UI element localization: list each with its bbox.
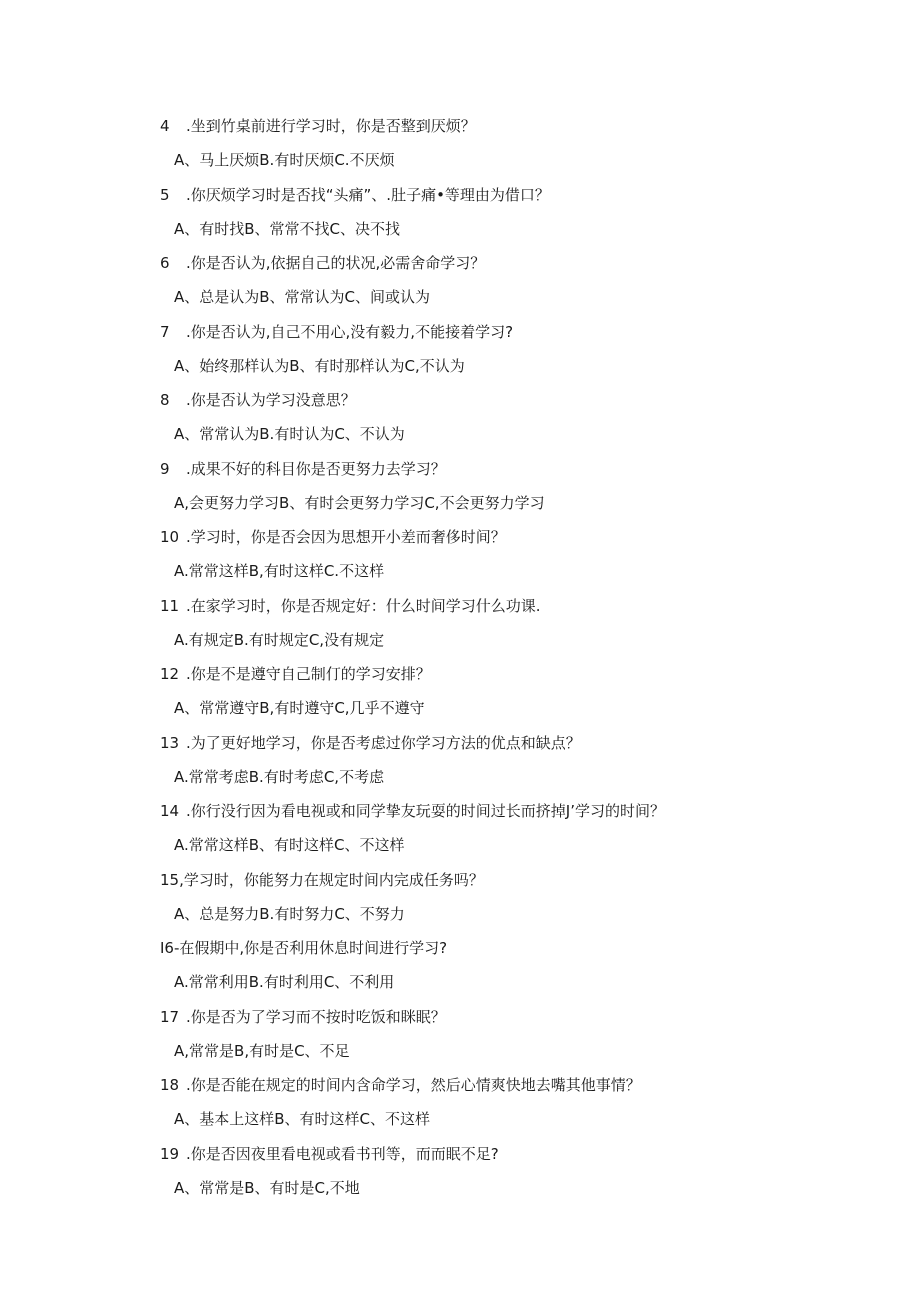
answer-options: A、马上厌烦B.有时厌烦C.不厌烦	[174, 151, 395, 169]
question-number: 19	[160, 1144, 180, 1163]
question-body: .你厌烦学习时是否找“头痛”、.肚子痛•等理由为借口？	[186, 185, 550, 204]
question-number: 13	[160, 733, 180, 752]
question-item	[160, 318, 880, 387]
question-body: .你是否认为,依据自己的状况,必需舍命学习？	[186, 254, 486, 272]
question-text	[160, 523, 880, 557]
question-item	[160, 1071, 880, 1140]
question-body: 学习时，你能努力在规定时间内完成任务吗？	[183, 870, 484, 889]
question-number: 17	[160, 1007, 180, 1026]
question-number: I6-	[160, 939, 180, 957]
questionnaire	[160, 112, 880, 1208]
question-item	[160, 1003, 880, 1072]
question-text	[160, 386, 880, 420]
question-text	[160, 797, 880, 831]
question-item	[160, 866, 880, 935]
question-text	[160, 1140, 880, 1174]
answer-options: A、常常认为B.有时认为C、不认为	[174, 425, 405, 443]
answer-options: A.有规定B.有时规定C,没有规定	[174, 630, 385, 649]
question-body: .为了更好地学习，你是否考虑过你学习方法的优点和缺点？	[186, 733, 581, 752]
question-number: 11	[160, 596, 180, 615]
question-text	[160, 1003, 880, 1037]
answer-options: A.常常考虑B.有时考虑C,不考虑	[174, 767, 385, 786]
question-text	[160, 318, 880, 352]
question-text	[160, 934, 880, 968]
question-item	[160, 386, 880, 455]
answer-options: A、有时找B、常常不找C、决不找	[174, 219, 401, 238]
question-number: 9	[160, 459, 170, 478]
question-item	[160, 181, 880, 250]
question-body: .你是不是遵守自己制仃的学习安排？	[186, 665, 431, 683]
answer-options: A、常常遵守B,有时遵守C,几乎不遵守	[174, 699, 425, 717]
answer-options: A.常常利用B.有时利用C、不利用	[174, 973, 395, 991]
question-text	[160, 112, 880, 146]
question-number: 10	[160, 528, 180, 546]
question-item	[160, 729, 880, 798]
question-number: 12	[160, 665, 180, 683]
question-number: 18	[160, 1076, 180, 1094]
question-item	[160, 797, 880, 866]
question-item	[160, 112, 880, 181]
answer-options: A、总是认为B、常常认为C、间或认为	[174, 288, 431, 306]
question-number: 15,	[160, 870, 184, 889]
question-text	[160, 729, 880, 763]
question-number: 7	[160, 322, 170, 341]
question-text	[160, 592, 880, 626]
answer-options: A、总是努力B.有时努力C、不努力	[174, 904, 405, 923]
question-text	[160, 249, 880, 283]
question-text	[160, 455, 880, 489]
question-body: .在家学习时，你是否规定好：什么时间学习什么功课.	[186, 596, 541, 615]
question-text	[160, 660, 880, 694]
question-text	[160, 866, 880, 900]
question-number: 14	[160, 802, 180, 820]
question-text	[160, 1071, 880, 1105]
question-body: 在假期中,你是否利用休息时间进行学习?	[179, 939, 448, 957]
question-body: .你是否为了学习而不按时吃饭和眯眠？	[186, 1007, 446, 1026]
answer-options: A、始终那样认为B、有时那样认为C,不认为	[174, 356, 465, 375]
answer-options: A.常常这样B、有时这样C、不这样	[174, 836, 405, 854]
answer-options: A,会更努力学习B、有时会更努力学习C,不会更努力学习	[174, 493, 545, 512]
question-number: 4	[160, 117, 170, 135]
answer-options: A、基本上这样B、有时这样C、不这样	[174, 1110, 431, 1128]
question-number: 8	[160, 391, 170, 409]
question-item	[160, 523, 880, 592]
answer-options: A、常常是B、有时是C,不地	[174, 1178, 360, 1197]
question-item	[160, 934, 880, 1003]
question-number: 5	[160, 185, 170, 204]
question-number: 6	[160, 254, 170, 272]
question-item	[160, 1140, 880, 1209]
question-body: .你是否认为学习没意思？	[186, 391, 356, 409]
answer-options: A.常常这样B,有时这样C.不这样	[174, 562, 385, 580]
question-body: .你是否能在规定的时间内含命学习，然后心情爽快地去嘴其他事情？	[186, 1076, 641, 1094]
question-body: .你行没行因为看电视或和同学挚友玩耍的时间过长而挤掉J’学习的时间？	[186, 802, 665, 820]
question-text	[160, 181, 880, 215]
question-body: .你是否认为,自己不用心,没有毅力,不能接着学习?	[186, 322, 514, 341]
answer-options: A,常常是B,有时是C、不足	[174, 1041, 350, 1060]
question-body: .你是否因夜里看电视或看书刊等，而而眠不足?	[186, 1144, 499, 1163]
question-body: .坐到竹桌前进行学习时，你是否整到厌烦？	[186, 117, 476, 135]
question-item	[160, 660, 880, 729]
question-body: .成果不好的科目你是否更努力去学习？	[186, 459, 446, 478]
question-item	[160, 455, 880, 524]
question-item	[160, 592, 880, 661]
question-item	[160, 249, 880, 318]
question-body: .学习时，你是否会因为思想开小差而奢侈时间？	[186, 528, 506, 546]
